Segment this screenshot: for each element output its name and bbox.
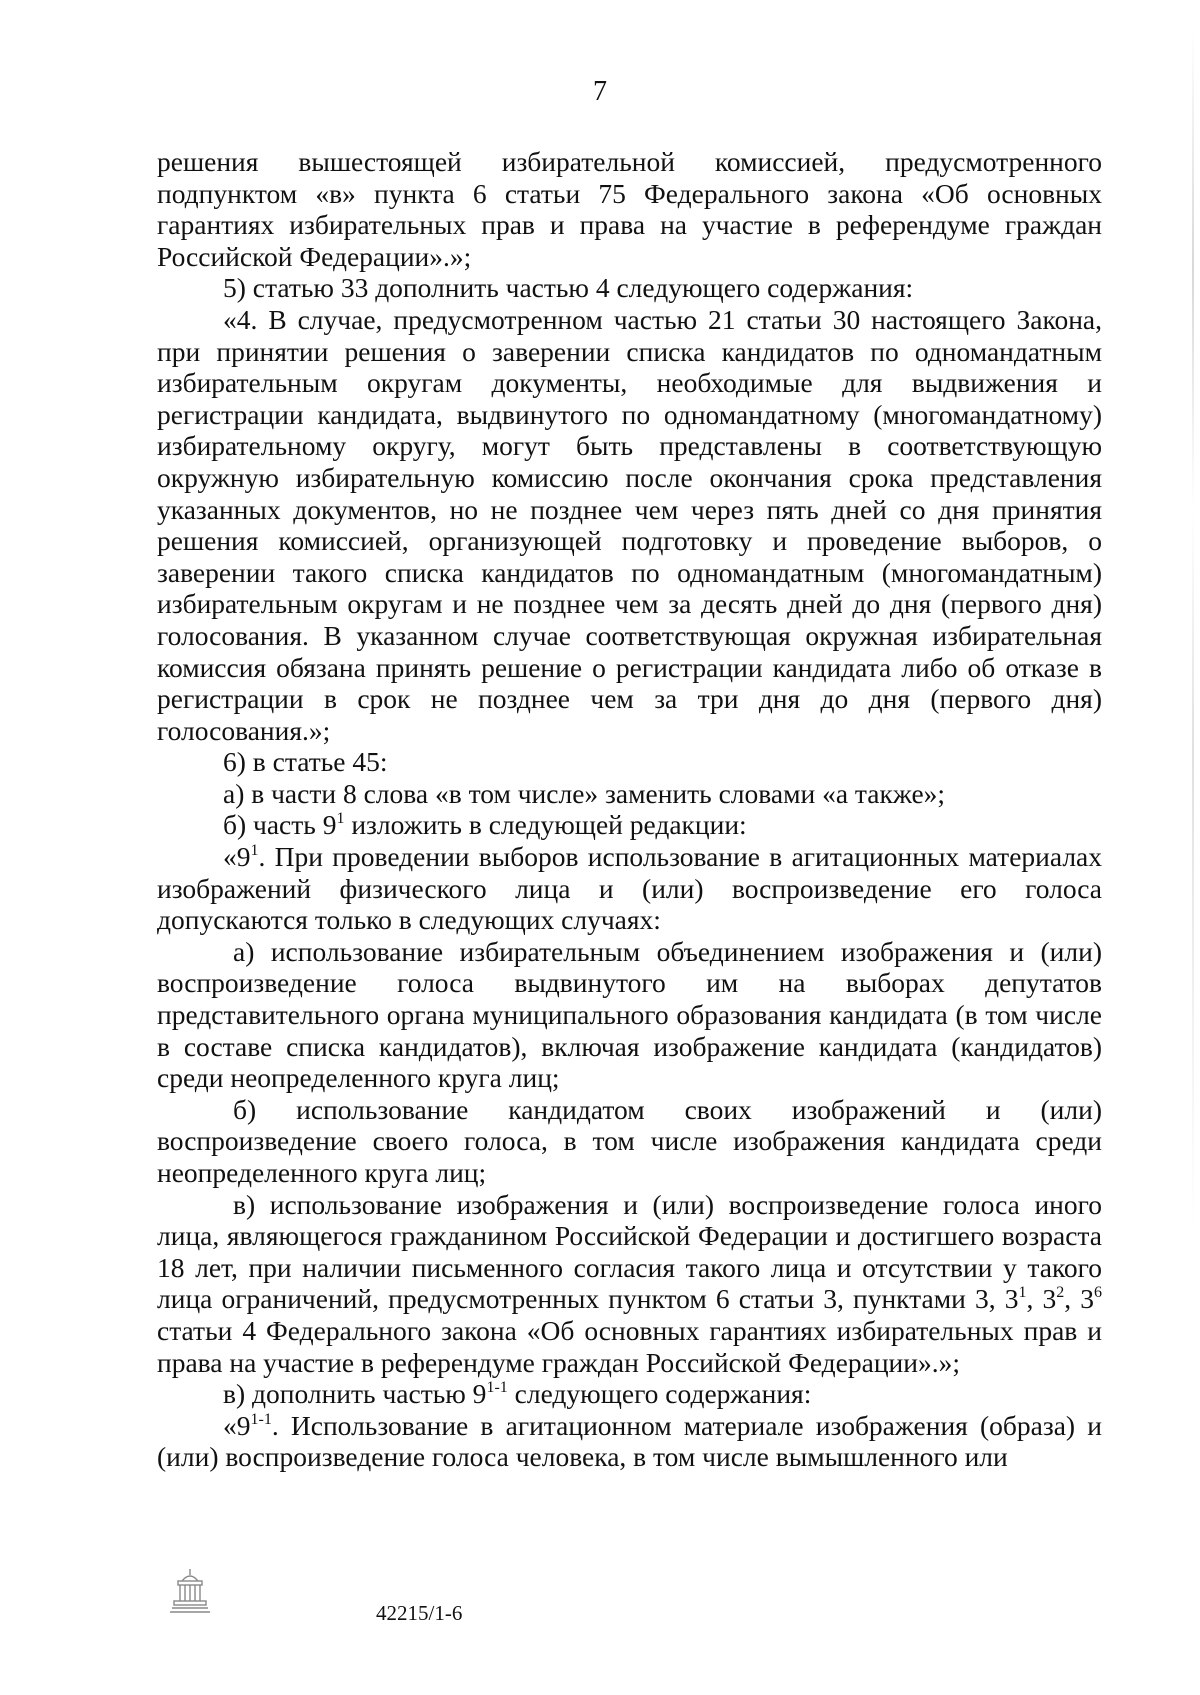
- text-run: статьи 4 Федерального закона «Об основных гарантиях избирательных прав и права на участие в референдуме граждан Российской Федерации».»;: [157, 1314, 1102, 1378]
- superscript: 1-1: [486, 1379, 508, 1397]
- superscript: 1: [1018, 1284, 1027, 1302]
- text-run: а) использование избирательным объединением изображения и (или) воспроизведение голоса выдвинутого им на выборах депутатов представительного органа муниципального образования кандидата (в том числе в составе списка кандидатов), включая изображение кандидата (кандидатов) среди неопределенного круга лиц;: [157, 935, 1102, 1094]
- text-run: , 3: [1064, 1283, 1095, 1315]
- text-run: б) использование кандидатом своих изображений и (или) воспроизведение своего голоса, в том числе изображения кандидата среди неопределенного круга лиц;: [157, 1093, 1102, 1188]
- text-run: в) дополнить частью 9: [223, 1378, 487, 1410]
- paragraph: [157, 746, 1102, 778]
- text-run: «9: [223, 841, 251, 873]
- text-run: «9: [223, 1409, 251, 1441]
- text-run: а) в части 8 слова «в том числе» заменить словами «а также»;: [223, 777, 946, 809]
- text-run: следующего содержания:: [507, 1378, 812, 1410]
- text-run: , 3: [1026, 1283, 1057, 1315]
- text-run: 6) в статье 45:: [223, 746, 388, 778]
- page-number: 7: [593, 76, 607, 107]
- text-run: б) часть 9: [223, 809, 337, 841]
- paragraph: [157, 1410, 1102, 1473]
- paragraph: [157, 272, 1102, 304]
- paragraph: [157, 1189, 1102, 1379]
- text-run: изложить в следующей редакции:: [344, 809, 747, 841]
- superscript: 2: [1056, 1284, 1065, 1302]
- text-run: 5) статью 33 дополнить частью 4 следующего содержания:: [223, 272, 914, 304]
- paragraph: [157, 146, 1102, 272]
- superscript: 1-1: [250, 1410, 272, 1428]
- paragraph: [157, 304, 1102, 746]
- document-body: [157, 146, 1102, 1473]
- superscript: 1: [336, 810, 345, 828]
- scan-edge-artifact: [1192, 30, 1194, 1230]
- paragraph: [157, 778, 1102, 810]
- paragraph: [157, 1378, 1102, 1410]
- text-run: . Использование в агитационном материале изображения (образа) и (или) воспроизведение голоса человека, в том числе вымышленного или: [157, 1409, 1102, 1473]
- superscript: 6: [1094, 1284, 1103, 1302]
- paragraph: [157, 1094, 1102, 1189]
- state-duma-emblem-icon: [166, 1565, 214, 1615]
- text-run: решения вышестоящей избирательной комиссией, предусмотренного подпунктом «в» пункта 6 статьи 75 Федерального закона «Об основных гарантиях избирательных прав и права на участие в референдуме граждан Российской Федерации».»;: [157, 146, 1102, 272]
- paragraph: [157, 936, 1102, 1094]
- document-code: 42215/1-6: [376, 1601, 463, 1625]
- text-run: в) использование изображения и (или) воспроизведение голоса иного лица, являющегося гражданином Российской Федерации и достигшего возраста 18 лет, при наличии письменного согласия такого лица и отсутствии у такого лица ограничений, предусмотренных пунктом 6 статьи 3, пунктами 3, 3: [157, 1188, 1102, 1315]
- paragraph: [157, 809, 1102, 841]
- paragraph: [157, 841, 1102, 936]
- text-run: «4. В случае, предусмотренном частью 21 статьи 30 настоящего Закона, при принятии решения о заверении списка кандидатов по одномандатным избирательным округам документы, необходимые для выдвижения и регистрации кандидата, выдвинутого по одномандатному (многомандатному) избирательному округу, могут быть представлены в соответствующую окружную избирательную комиссию после окончания срока представления указанных документов, но не позднее чем через пять дней со дня принятия решения комиссией, организующей подготовку и проведение выборов, о заверении такого списка кандидатов по одномандатным (многомандатным) избирательным округам и не позднее чем за десять дней до дня (первого дня) голосования. В указанном случае соответствующая окружная избирательная комиссия обязана принять решение о регистрации кандидата либо об отказе в регистрации в срок не позднее чем за три дня до дня (первого дня) голосования.»;: [157, 303, 1102, 746]
- superscript: 1: [250, 842, 259, 860]
- text-run: . При проведении выборов использование в агитационных материалах изображений физического лица и (или) воспроизведение его голоса допускаются только в следующих случаях:: [157, 841, 1102, 936]
